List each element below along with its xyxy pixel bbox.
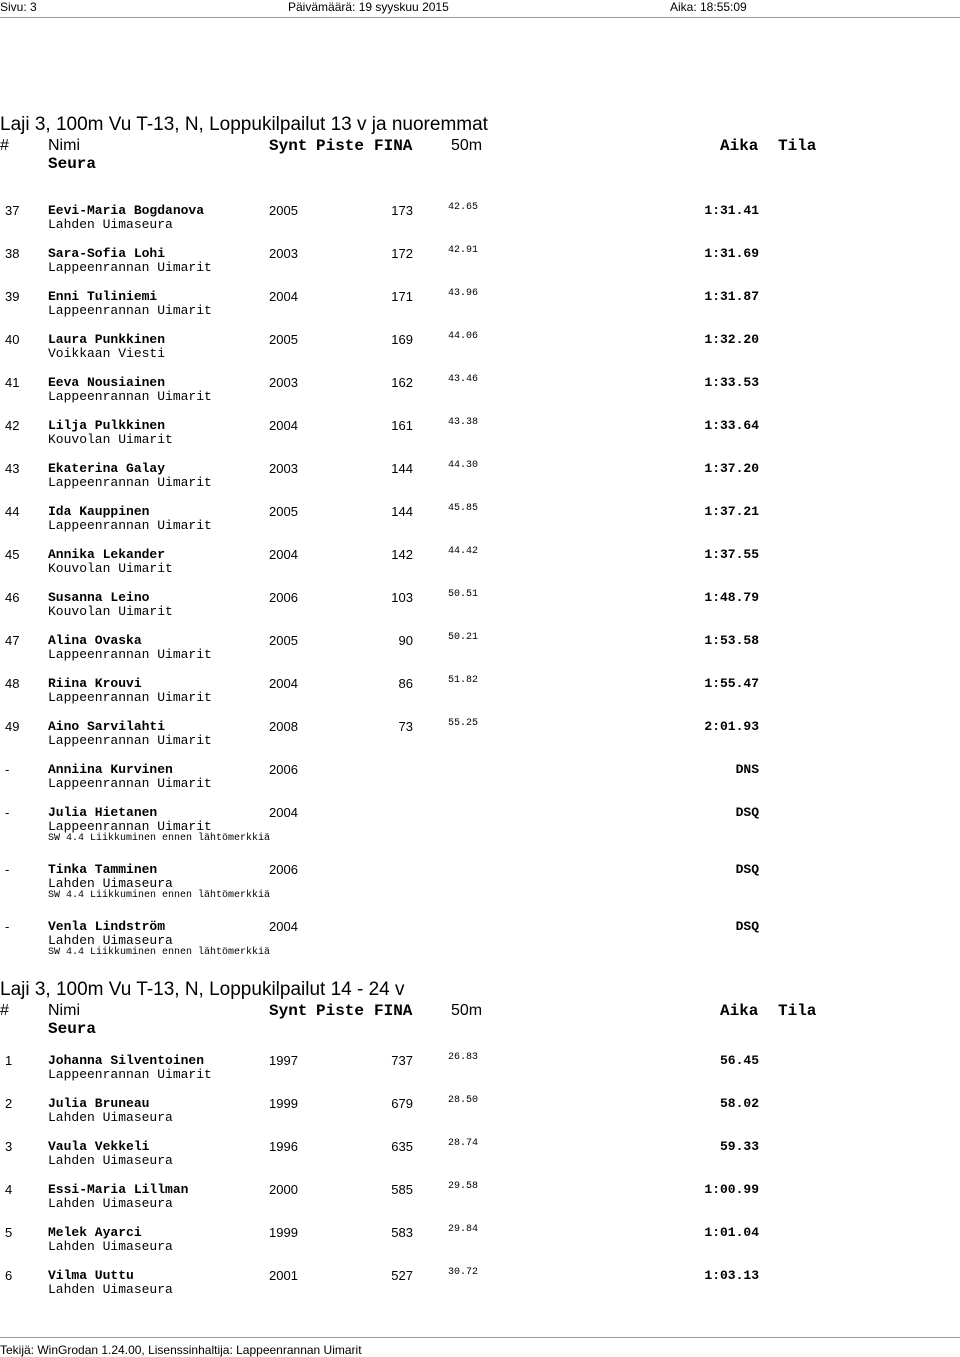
birth-year: 2003	[269, 246, 298, 261]
column-header-name: Nimi	[48, 1002, 80, 1019]
result-rank: 39	[5, 289, 20, 304]
result-row	[0, 719, 960, 759]
final-time: 2:01.93	[704, 719, 759, 734]
birth-year: 2004	[269, 919, 298, 934]
result-row	[0, 332, 960, 372]
birth-year: 2004	[269, 805, 298, 820]
split-50m: 28.74	[448, 1138, 479, 1149]
result-rank: 49	[5, 719, 20, 734]
club-name: Kouvolan Uimarit	[48, 432, 173, 447]
final-time: 58.02	[719, 1096, 759, 1111]
result-rank: 37	[5, 203, 20, 218]
column-header-split: 50m	[451, 137, 483, 154]
swimmer-name: Laura Punkkinen	[48, 332, 166, 347]
result-row	[0, 1053, 960, 1093]
result-rank: 5	[5, 1225, 13, 1240]
result-rank: 48	[5, 676, 20, 691]
disqualification-note: SW 4.4 Liikkuminen ennen lähtömerkkiä	[48, 947, 271, 958]
result-rank: 6	[5, 1268, 13, 1283]
result-row	[0, 1096, 960, 1136]
split-50m: 26.83	[448, 1052, 479, 1063]
club-name: Lappeenrannan Uimarit	[48, 389, 212, 404]
club-name: Lappeenrannan Uimarit	[48, 1067, 212, 1082]
final-time: 59.33	[719, 1139, 759, 1154]
disqualification-note: SW 4.4 Liikkuminen ennen lähtömerkkiä	[48, 890, 271, 901]
result-rank: 2	[5, 1096, 13, 1111]
fina-points: 73	[398, 719, 413, 734]
swimmer-name: Julia Bruneau	[48, 1096, 150, 1111]
fina-points: 169	[391, 332, 413, 347]
birth-year: 1997	[269, 1053, 298, 1068]
swimmer-name: Venla Lindström	[48, 919, 166, 934]
split-50m: 42.91	[448, 245, 479, 256]
final-time: 1:48.79	[704, 590, 759, 605]
fina-points: 172	[391, 246, 413, 261]
result-row	[0, 919, 960, 959]
fina-points: 161	[391, 418, 413, 433]
split-50m: 45.85	[448, 503, 479, 514]
fina-points: 103	[391, 590, 413, 605]
fina-points: 86	[398, 676, 413, 691]
final-time: 1:37.20	[704, 461, 759, 476]
result-rank: 4	[5, 1182, 13, 1197]
final-time: 56.45	[719, 1053, 759, 1068]
final-time: 1:33.64	[704, 418, 759, 433]
column-header-tila: Tila	[778, 1002, 817, 1020]
swimmer-name: Tinka Tamminen	[48, 862, 158, 877]
fina-points: 737	[391, 1053, 413, 1068]
fina-points: 583	[391, 1225, 413, 1240]
header-divider	[0, 17, 960, 18]
birth-year: 2005	[269, 633, 298, 648]
column-header-row	[0, 137, 960, 154]
final-time: 1:55.47	[704, 676, 759, 691]
report-time: Aika: 18:55:09	[670, 0, 747, 14]
swimmer-name: Alina Ovaska	[48, 633, 142, 648]
birth-year: 1999	[269, 1225, 298, 1240]
club-name: Lahden Uimaseura	[48, 876, 173, 891]
club-name: Lappeenrannan Uimarit	[48, 690, 212, 705]
fina-points: 90	[398, 633, 413, 648]
result-row	[0, 289, 960, 329]
fina-points: 142	[391, 547, 413, 562]
birth-year: 2005	[269, 504, 298, 519]
birth-year: 2006	[269, 862, 298, 877]
result-row	[0, 418, 960, 458]
final-time: DNS	[735, 762, 759, 777]
final-time: 1:03.13	[704, 1268, 759, 1283]
final-time: 1:01.04	[704, 1225, 759, 1240]
club-name: Lappeenrannan Uimarit	[48, 647, 212, 662]
club-name: Lappeenrannan Uimarit	[48, 260, 212, 275]
split-50m: 43.96	[448, 288, 479, 299]
club-name: Lappeenrannan Uimarit	[48, 733, 212, 748]
club-name: Lappeenrannan Uimarit	[48, 518, 212, 533]
birth-year: 2004	[269, 418, 298, 433]
swimmer-name: Ekaterina Galay	[48, 461, 166, 476]
result-row	[0, 762, 960, 802]
column-header-rank: #	[0, 137, 9, 154]
split-50m: 43.46	[448, 374, 479, 385]
split-50m: 50.21	[448, 632, 479, 643]
result-row	[0, 1139, 960, 1179]
split-50m: 43.38	[448, 417, 479, 428]
result-rank: -	[5, 805, 10, 820]
swimmer-name: Vaula Vekkeli	[48, 1139, 150, 1154]
result-row	[0, 1225, 960, 1265]
swimmer-name: Vilma Uuttu	[48, 1268, 134, 1283]
result-row	[0, 590, 960, 630]
birth-year: 2001	[269, 1268, 298, 1283]
club-name: Lahden Uimaseura	[48, 933, 173, 948]
club-name: Lappeenrannan Uimarit	[48, 303, 212, 318]
disqualification-note: SW 4.4 Liikkuminen ennen lähtömerkkiä	[48, 833, 271, 844]
swimmer-name: Eevi-Maria Bogdanova	[48, 203, 205, 218]
swimmer-name: Annika Lekander	[48, 547, 166, 562]
column-header-synt: Synt	[269, 1002, 308, 1020]
birth-year: 1996	[269, 1139, 298, 1154]
column-header-row	[0, 1002, 960, 1019]
final-time: 1:53.58	[704, 633, 759, 648]
column-header-synt: Synt	[269, 137, 308, 155]
swimmer-name: Melek Ayarci	[48, 1225, 142, 1240]
swimmer-name: Sara-Sofia Lohi	[48, 246, 166, 261]
club-name: Lappeenrannan Uimarit	[48, 819, 212, 834]
footer-divider	[0, 1337, 960, 1338]
final-time: 1:00.99	[704, 1182, 759, 1197]
result-row	[0, 461, 960, 501]
birth-year: 2008	[269, 719, 298, 734]
swimmer-name: Anniina Kurvinen	[48, 762, 173, 777]
swimmer-name: Essi-Maria Lillman	[48, 1182, 189, 1197]
split-50m: 50.51	[448, 589, 479, 600]
result-row	[0, 504, 960, 544]
fina-points: 635	[391, 1139, 413, 1154]
fina-points: 173	[391, 203, 413, 218]
split-50m: 44.06	[448, 331, 479, 342]
fina-points: 144	[391, 461, 413, 476]
column-header-fina: FINA	[374, 137, 413, 155]
birth-year: 2003	[269, 375, 298, 390]
swimmer-name: Johanna Silventoinen	[48, 1053, 205, 1068]
birth-year: 2000	[269, 1182, 298, 1197]
club-name: Lahden Uimaseura	[48, 1196, 173, 1211]
swimmer-name: Aino Sarvilahti	[48, 719, 166, 734]
footer-text: Tekijä: WinGrodan 1.24.00, Lisenssinhaltija: Lappeenrannan Uimarit	[0, 1343, 362, 1357]
column-header-aika: Aika	[720, 137, 759, 155]
result-row	[0, 547, 960, 587]
birth-year: 2005	[269, 332, 298, 347]
final-time: 1:32.20	[704, 332, 759, 347]
column-header-name: Nimi	[48, 137, 80, 154]
column-header-split: 50m	[451, 1002, 483, 1019]
final-time: DSQ	[735, 805, 759, 820]
birth-year: 2004	[269, 676, 298, 691]
result-rank: 42	[5, 418, 20, 433]
result-row	[0, 676, 960, 716]
swimmer-name: Riina Krouvi	[48, 676, 142, 691]
result-row	[0, 375, 960, 415]
club-name: Lahden Uimaseura	[48, 217, 173, 232]
section-title: Laji 3, 100m Vu T-13, N, Loppukilpailut 13 v ja nuoremmat	[0, 114, 488, 135]
club-name: Lahden Uimaseura	[48, 1239, 173, 1254]
section-title: Laji 3, 100m Vu T-13, N, Loppukilpailut 14 - 24 v	[0, 979, 405, 1000]
swimmer-name: Eeva Nousiainen	[48, 375, 166, 390]
swimmer-name: Enni Tuliniemi	[48, 289, 158, 304]
split-50m: 42.65	[448, 202, 479, 213]
fina-points: 585	[391, 1182, 413, 1197]
final-time: 1:33.53	[704, 375, 759, 390]
column-header-seura: Seura	[48, 1020, 97, 1038]
club-name: Lappeenrannan Uimarit	[48, 776, 212, 791]
split-50m: 51.82	[448, 675, 479, 686]
fina-points: 162	[391, 375, 413, 390]
club-name: Lahden Uimaseura	[48, 1153, 173, 1168]
final-time: DSQ	[735, 862, 759, 877]
fina-points: 527	[391, 1268, 413, 1283]
result-row	[0, 805, 960, 845]
split-50m: 29.58	[448, 1181, 479, 1192]
column-header-rank: #	[0, 1002, 9, 1019]
result-row	[0, 246, 960, 286]
club-name: Kouvolan Uimarit	[48, 604, 173, 619]
result-rank: 40	[5, 332, 20, 347]
result-rank: 43	[5, 461, 20, 476]
fina-points: 171	[391, 289, 413, 304]
result-rank: 47	[5, 633, 20, 648]
result-rank: 41	[5, 375, 20, 390]
result-rank: 1	[5, 1053, 13, 1068]
result-rank: -	[5, 919, 10, 934]
result-rank: 44	[5, 504, 20, 519]
birth-year: 2005	[269, 203, 298, 218]
result-rank: 45	[5, 547, 20, 562]
club-name: Lahden Uimaseura	[48, 1110, 173, 1125]
swimmer-name: Susanna Leino	[48, 590, 150, 605]
club-name: Voikkaan Viesti	[48, 346, 166, 361]
column-header-piste: Piste	[316, 1002, 365, 1020]
page-number: Sivu: 3	[0, 0, 37, 14]
split-50m: 44.42	[448, 546, 479, 557]
birth-year: 2003	[269, 461, 298, 476]
swimmer-name: Ida Kauppinen	[48, 504, 150, 519]
final-time: 1:31.69	[704, 246, 759, 261]
final-time: 1:31.41	[704, 203, 759, 218]
birth-year: 1999	[269, 1096, 298, 1111]
column-header-fina: FINA	[374, 1002, 413, 1020]
birth-year: 2006	[269, 590, 298, 605]
report-date: Päivämäärä: 19 syyskuu 2015	[288, 0, 449, 14]
fina-points: 144	[391, 504, 413, 519]
column-header-piste: Piste	[316, 137, 365, 155]
final-time: 1:31.87	[704, 289, 759, 304]
page-header	[0, 0, 960, 17]
split-50m: 44.30	[448, 460, 479, 471]
result-row	[0, 862, 960, 902]
column-header-tila: Tila	[778, 137, 817, 155]
birth-year: 2006	[269, 762, 298, 777]
birth-year: 2004	[269, 289, 298, 304]
split-50m: 29.84	[448, 1224, 479, 1235]
column-header-aika: Aika	[720, 1002, 759, 1020]
final-time: 1:37.55	[704, 547, 759, 562]
result-rank: -	[5, 762, 10, 777]
split-50m: 30.72	[448, 1267, 479, 1278]
club-name: Kouvolan Uimarit	[48, 561, 173, 576]
final-time: DSQ	[735, 919, 759, 934]
swimmer-name: Lilja Pulkkinen	[48, 418, 166, 433]
club-name: Lappeenrannan Uimarit	[48, 475, 212, 490]
fina-points: 679	[391, 1096, 413, 1111]
result-rank: 3	[5, 1139, 13, 1154]
column-header-seura: Seura	[48, 155, 97, 173]
split-50m: 55.25	[448, 718, 479, 729]
club-name: Lahden Uimaseura	[48, 1282, 173, 1297]
result-row	[0, 203, 960, 243]
result-rank: 38	[5, 246, 20, 261]
result-row	[0, 1182, 960, 1222]
split-50m: 28.50	[448, 1095, 479, 1106]
result-rank: 46	[5, 590, 20, 605]
result-row	[0, 1268, 960, 1308]
result-row	[0, 633, 960, 673]
birth-year: 2004	[269, 547, 298, 562]
swimmer-name: Julia Hietanen	[48, 805, 158, 820]
final-time: 1:37.21	[704, 504, 759, 519]
result-rank: -	[5, 862, 10, 877]
